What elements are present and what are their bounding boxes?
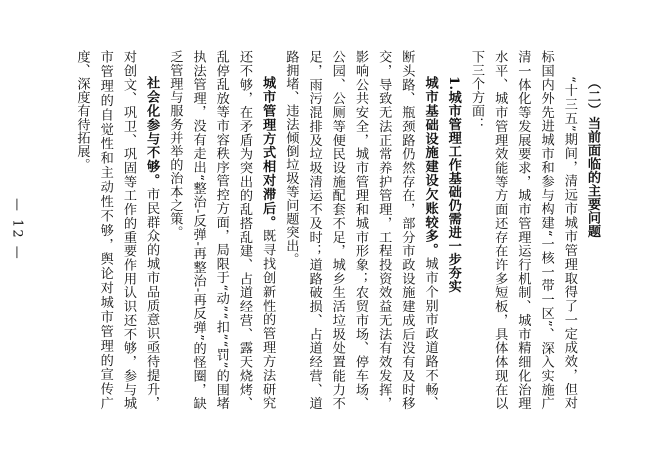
section-title: （二）当前面临的主要问题 bbox=[585, 76, 600, 239]
paragraph-body: 市民群众的城市品质意识亟待提升，对创文、巩卫、巩固等工作的重要作用认识还不够，参与城市管理的自觉性和主动性不够，舆论对城市管理的宣传广度、深度有待拓展。 bbox=[74, 50, 160, 411]
paragraph-management-method bbox=[163, 50, 279, 410]
intro-paragraph: “十三五”期间，清远市城市管理取得了一定成效，但对标国内外先进城市和参与构建“一核一带一区”、深入实施广清一体化等发展要求，城市管理运行机制、城市精细化治理水平、城市管理效能等方面还存在许多短板，具体体现在以下三个方面： bbox=[468, 50, 577, 410]
paragraph-infrastructure bbox=[279, 50, 441, 410]
paragraph-body: 既寻找创新性的管理方法研究还不够，在矛盾为突出的乱搭乱建、占道经营、露天烧烤、乱停乱放等市容秩序管控方面，局限于“动”“扣”“罚”的围堵执法管理，没有走出“整治-反弹-再整治-再反弹”的怪圈，缺乏管理与服务并举的治本之策。 bbox=[167, 50, 276, 411]
paragraph-social-participation bbox=[70, 50, 163, 410]
page-number bbox=[5, 0, 29, 459]
paragraph-lead: 城市管理方式相对滞后。 bbox=[260, 76, 276, 230]
paragraph-body: 城市个别市政道路不畅、断头路、瓶颈路仍然存在，部分市政设施建成后没有及时移交，导致无法正常养护管理，工程投资效益无法有效发挥，影响公共安全，城市管理和城市形象；农贸市场、停车场、公园、公厕等便民设施配套不足，城乡生活垃圾处置能力不足，雨污混排及垃圾清运不及时；道路破损、占道经营、道路拥堵、违法倾倒垃圾等问题突出。 bbox=[283, 50, 438, 411]
paragraph-lead: 城市基础设施建设欠账较多。 bbox=[422, 76, 438, 258]
page-number-text: — 12 — bbox=[9, 198, 25, 261]
sub-section-title: 1.城市管理工作基础仍需进一步夯实 bbox=[445, 76, 461, 294]
vertical-text-body bbox=[70, 50, 604, 410]
paragraph-lead: 社会化参与不够。 bbox=[144, 76, 160, 188]
